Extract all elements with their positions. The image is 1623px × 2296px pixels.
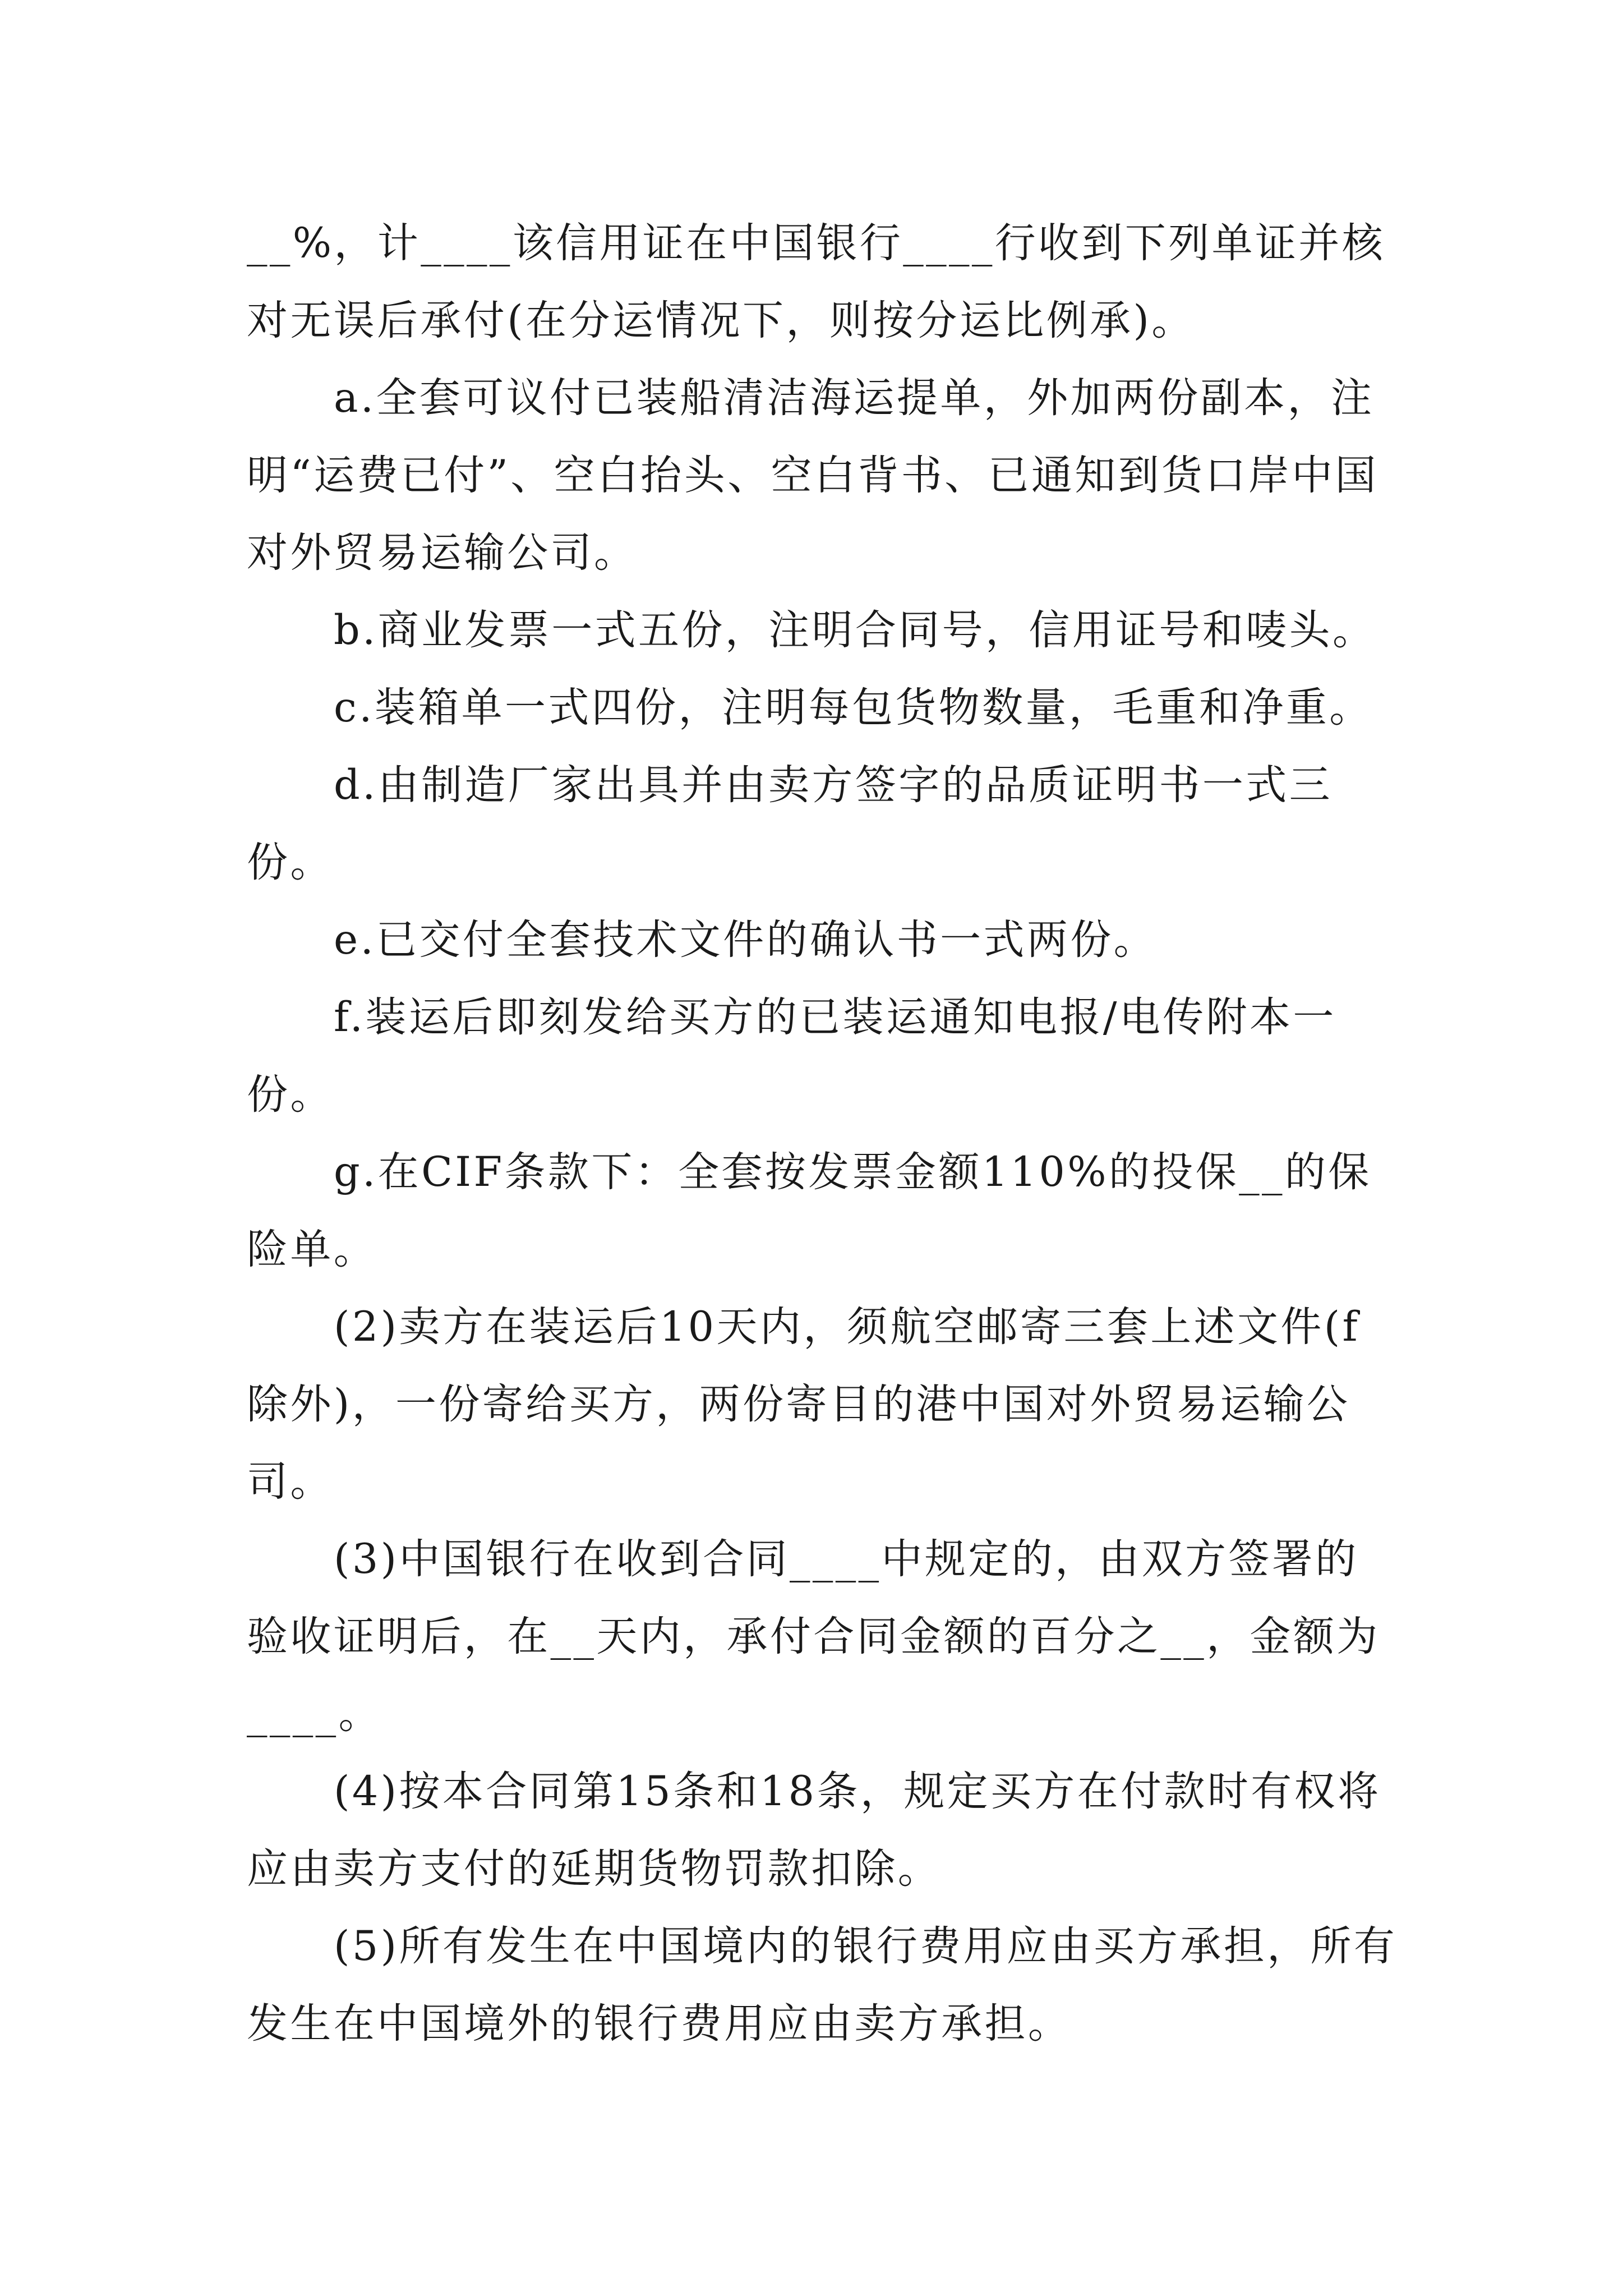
paragraph-item-c: c.装箱单一式四份，注明每包货物数量，毛重和净重。	[334, 684, 1373, 731]
paragraph-item-a: a.全套可议付已装船清洁海运提单，外加两份副本，注明“运费已付”、空白抬头、空白背书、已通知到货口岸中国对外贸易运输公司。	[247, 374, 1378, 577]
paragraph-clause-3: (3)中国银行在收到合同____中规定的，由双方签署的验收证明后，在__天内，承付合同金额的百分之__，金额为____。	[247, 1535, 1380, 1738]
paragraph-item-g: g.在CIF条款下：全套按发票金额110%的投保__的保险单。	[247, 1148, 1372, 1273]
paragraph-item-d: d.由制造厂家出具并由卖方签字的品质证明书一式三份。	[247, 761, 1333, 886]
paragraph-clause-5: (5)所有发生在中国境内的银行费用应由买方承担，所有发生在中国境外的银行费用应由卖方承担。	[247, 1922, 1398, 2047]
paragraph-clause-2: (2)卖方在装运后10天内，须航空邮寄三套上述文件(f除外)，一份寄给买方，两份寄目的港中国对外贸易运输公司。	[247, 1303, 1361, 1506]
document-body	[247, 205, 1402, 2063]
paragraph-item-e: e.已交付全套技术文件的确认书一式两份。	[334, 916, 1158, 964]
paragraph-item-f: f.装运后即刻发给买方的已装运通知电报/电传附本一份。	[247, 993, 1336, 1119]
paragraph-item-b: b.商业发票一式五份，注明合同号，信用证号和唛头。	[334, 606, 1376, 654]
paragraph-clause-4: (4)按本合同第15条和18条，规定买方在付款时有权将应由卖方支付的延期货物罚款扣除。	[247, 1768, 1381, 1893]
paragraph-payment-terms-continued: __%，计____该信用证在中国银行____行收到下列单证并核对无误后承付(在分运情况下，则按分运比例承)。	[247, 219, 1386, 344]
